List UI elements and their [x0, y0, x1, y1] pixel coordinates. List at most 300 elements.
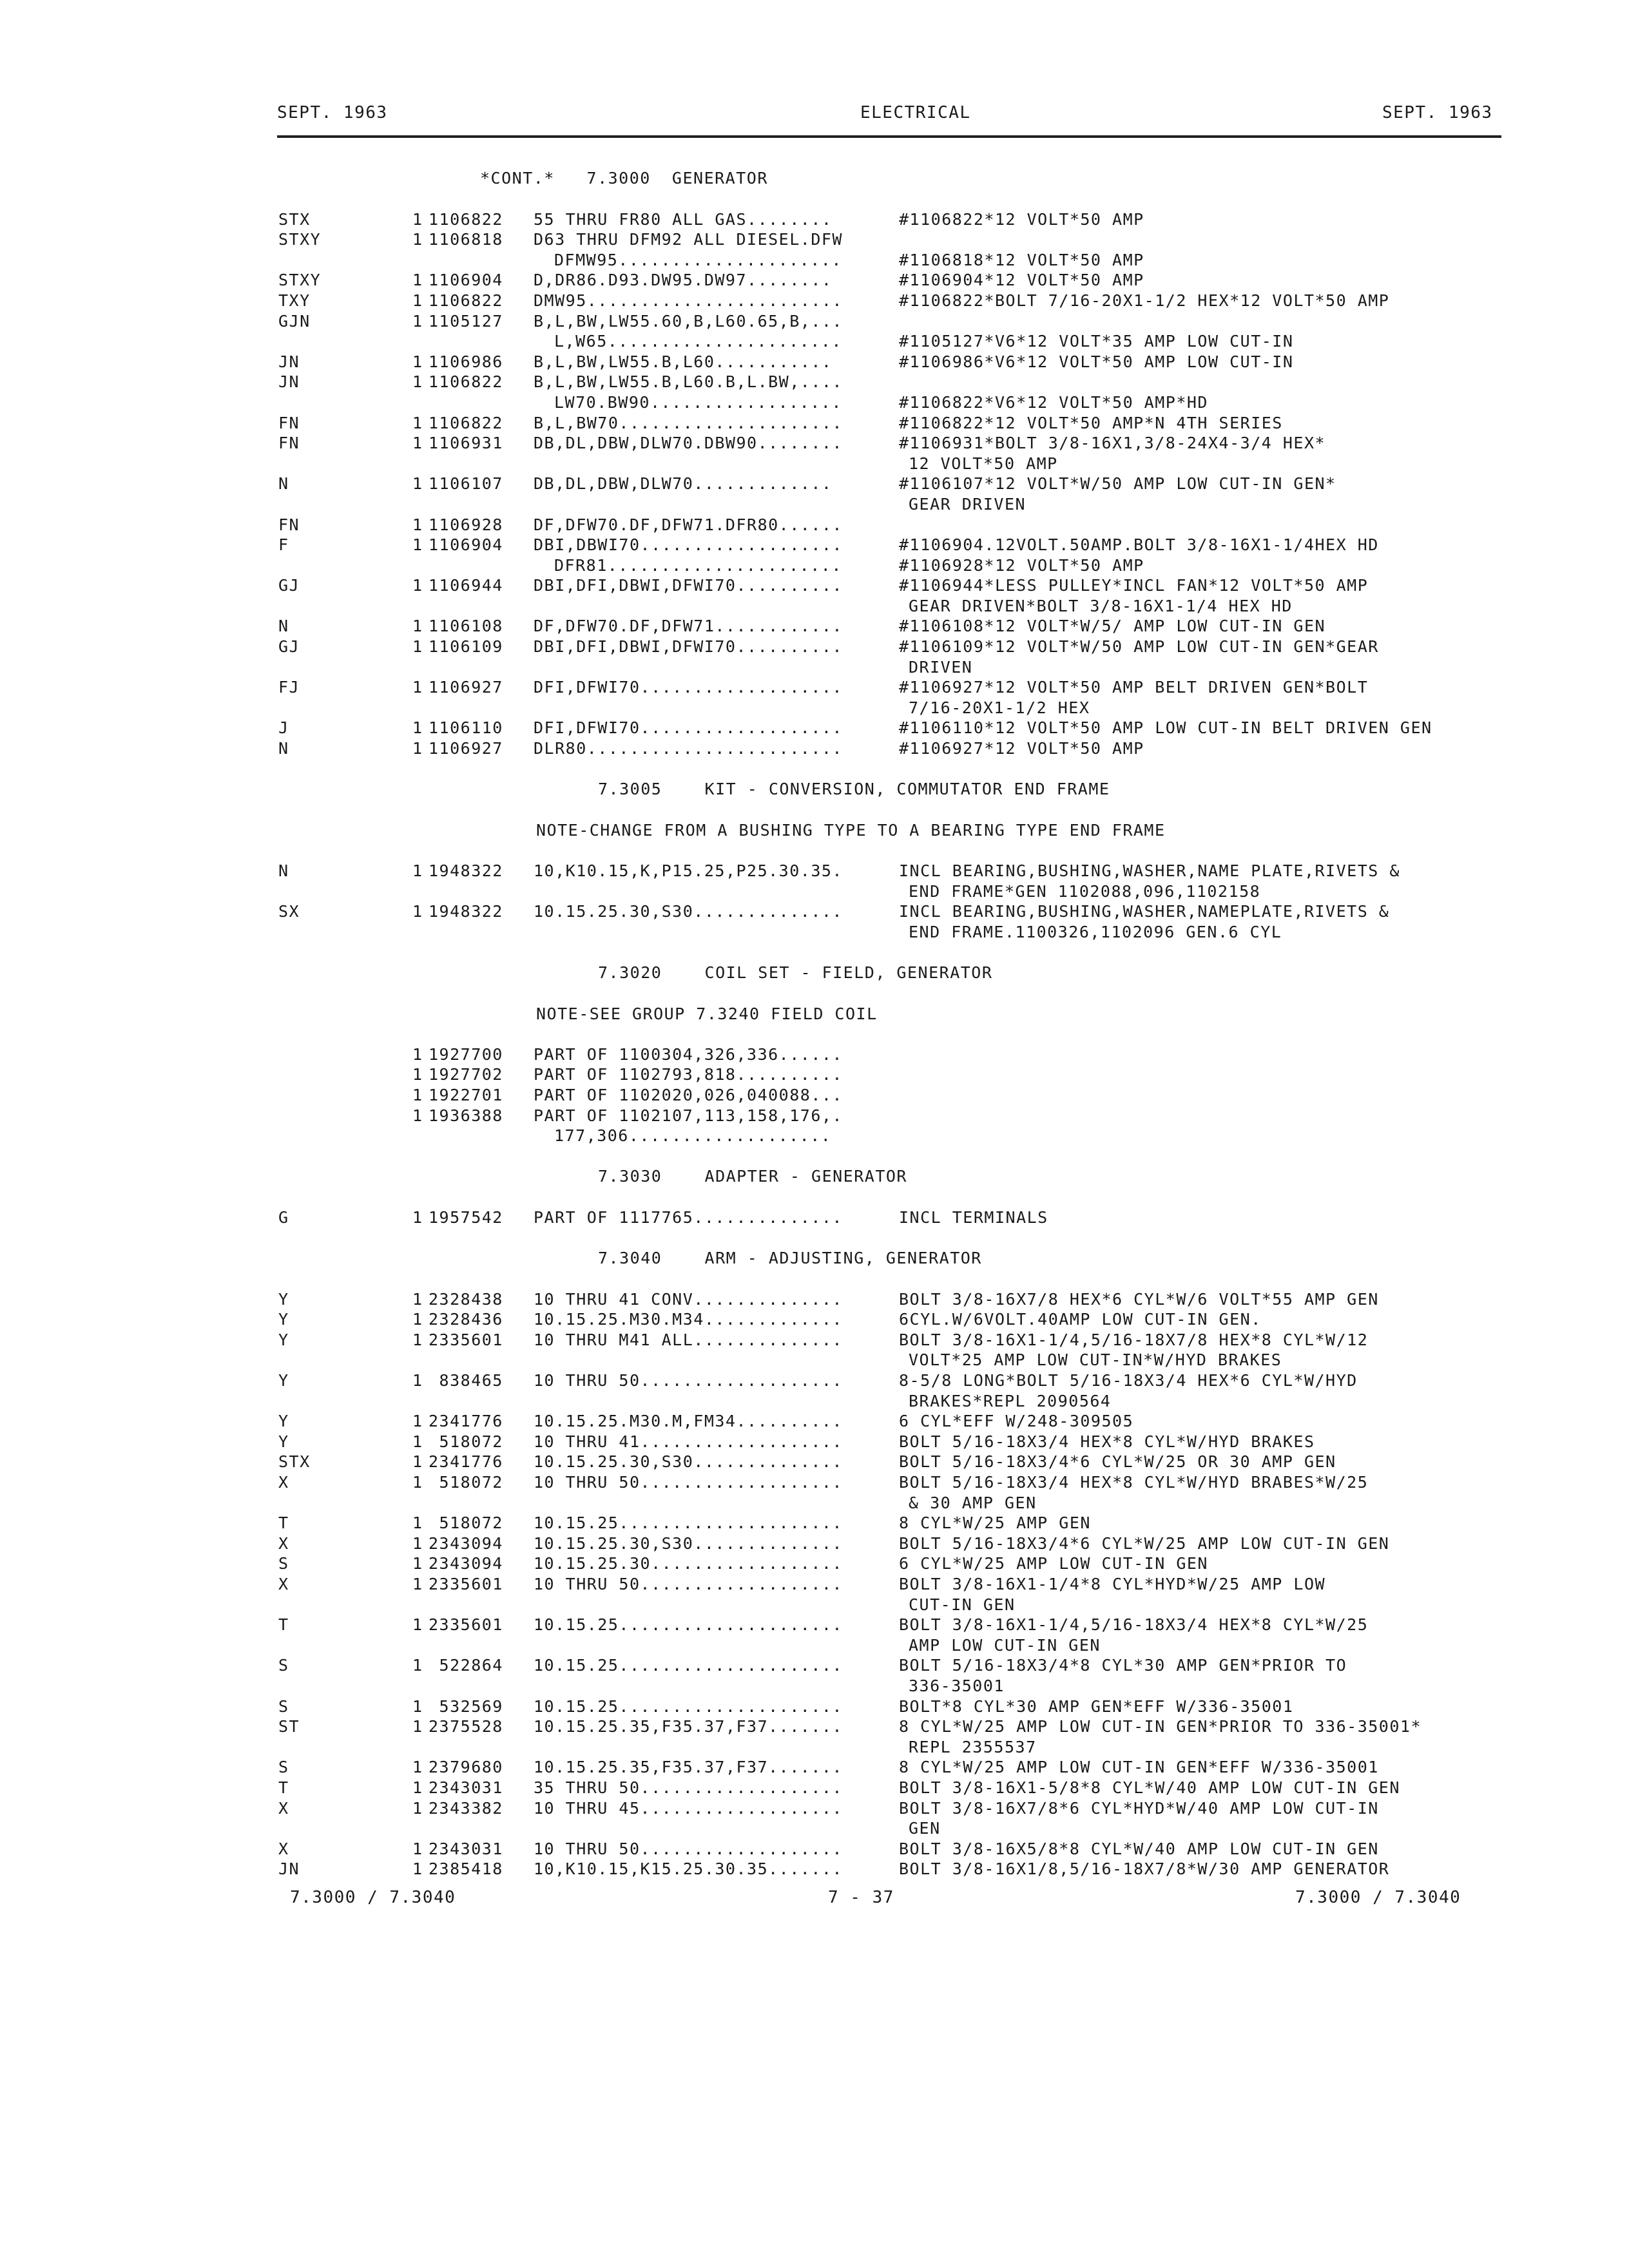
quantity: 1 [412, 576, 423, 595]
model-code: JN [278, 372, 300, 392]
model-code: N [278, 861, 289, 880]
model-code: G [278, 1207, 289, 1227]
quantity: 1 [412, 1412, 423, 1431]
continuation-row [0, 1677, 1629, 1697]
quantity: 1 [412, 739, 423, 758]
spacer [0, 760, 1629, 780]
model-applicability: 35 THRU 50................... [534, 1778, 843, 1797]
model-applicability: LW70.BW90.................. [554, 392, 842, 412]
part-row [0, 1086, 1629, 1106]
part-number: 838465 [429, 1371, 503, 1390]
part-number: 1106822 [429, 291, 503, 310]
part-row [0, 312, 1629, 332]
quantity: 1 [412, 1473, 423, 1492]
model-applicability: DFI,DFWI70................... [534, 718, 843, 738]
model-code: N [278, 739, 289, 758]
part-number: 522864 [429, 1656, 503, 1675]
description: #1105127*V6*12 VOLT*35 AMP LOW CUT-IN [899, 332, 1294, 351]
description: INCL BEARING,BUSHING,WASHER,NAMEPLATE,RIVETS & [899, 902, 1390, 921]
part-number: 2343382 [429, 1798, 503, 1818]
model-code: Y [278, 1289, 289, 1309]
quantity: 1 [412, 1758, 423, 1777]
model-applicability: DF,DFW70.DF,DFW71............ [534, 617, 843, 636]
continuation-row [0, 1595, 1629, 1616]
model-code: FN [278, 515, 300, 534]
quantity: 1 [412, 434, 423, 453]
model-code: X [278, 1473, 289, 1492]
quantity: 1 [412, 372, 423, 392]
part-row [0, 1331, 1629, 1351]
model-code: S [278, 1758, 289, 1777]
part-row [0, 515, 1629, 536]
part-number: 2328436 [429, 1310, 503, 1329]
description: BOLT*8 CYL*30 AMP GEN*EFF W/336-35001 [899, 1696, 1294, 1716]
model-code: STX [278, 1452, 311, 1472]
part-row [0, 1534, 1629, 1555]
part-row [0, 637, 1629, 658]
part-row [0, 271, 1629, 291]
quantity: 1 [412, 1798, 423, 1818]
description: 7/16-20X1-1/2 HEX [909, 698, 1090, 717]
part-row [0, 1432, 1629, 1453]
model-code: TXY [278, 291, 311, 310]
model-applicability: 10 THRU 50................... [534, 1575, 843, 1593]
description: VOLT*25 AMP LOW CUT-IN*W/HYD BRAKES [909, 1350, 1282, 1370]
quantity: 1 [412, 1371, 423, 1390]
part-number: 1106107 [429, 474, 503, 494]
description: #1106818*12 VOLT*50 AMP [899, 250, 1144, 269]
quantity: 1 [412, 861, 423, 880]
continuation-row [0, 1494, 1629, 1514]
model-applicability: DF,DFW70.DF,DFW71.DFR80...... [534, 515, 843, 534]
part-number: 1106822 [429, 209, 503, 229]
quantity: 1 [412, 1330, 423, 1349]
description: #1106822*12 VOLT*50 AMP [899, 209, 1144, 229]
part-row [0, 291, 1629, 312]
model-applicability: PART OF 1117765.............. [534, 1207, 843, 1227]
part-number: 1957542 [429, 1207, 503, 1227]
model-applicability: 10.15.25.M30.M34............. [534, 1310, 843, 1329]
part-number: 2341776 [429, 1412, 503, 1431]
quantity: 1 [412, 1860, 423, 1879]
part-number: 1106928 [429, 515, 503, 534]
description: DRIVEN [909, 657, 973, 677]
part-number: 1106108 [429, 617, 503, 636]
model-code: X [278, 1839, 289, 1858]
model-code: S [278, 1656, 289, 1675]
quantity: 1 [412, 718, 423, 738]
continuation-row [0, 658, 1629, 678]
description: #1106822*V6*12 VOLT*50 AMP*HD [899, 392, 1208, 412]
continuation-row [0, 1819, 1629, 1840]
description: BRAKES*REPL 2090564 [909, 1391, 1112, 1410]
model-applicability: PART OF 1102107,113,158,176,. [534, 1106, 843, 1125]
quantity: 1 [412, 1656, 423, 1675]
spacer [0, 1024, 1629, 1045]
description: #1106986*V6*12 VOLT*50 AMP LOW CUT-IN [899, 352, 1294, 371]
quantity: 1 [412, 271, 423, 290]
section-heading-line [0, 1249, 1629, 1269]
description: 6CYL.W/6VOLT.40AMP LOW CUT-IN GEN. [899, 1310, 1262, 1329]
part-row [0, 1758, 1629, 1778]
part-row [0, 1106, 1629, 1127]
part-row [0, 372, 1629, 393]
part-number: 1106109 [429, 637, 503, 657]
part-number: 518072 [429, 1473, 503, 1492]
model-code: N [278, 474, 289, 494]
model-applicability: 10.15.25..................... [534, 1615, 843, 1635]
model-code: FN [278, 413, 300, 432]
section-heading: 7.3020 COIL SET - FIELD, GENERATOR [598, 963, 993, 982]
model-code: GJN [278, 311, 311, 331]
part-number: 2379680 [429, 1758, 503, 1777]
part-row [0, 1615, 1629, 1636]
description: BOLT 5/16-18X3/4 HEX*8 CYL*W/HYD BRAKES [899, 1432, 1315, 1451]
part-number: 2335601 [429, 1575, 503, 1593]
part-row [0, 739, 1629, 760]
footer-range-left: 7.3000 / 7.3040 [290, 1888, 456, 1907]
model-code: T [278, 1514, 289, 1533]
model-applicability: 55 THRU FR80 ALL GAS........ [534, 209, 833, 229]
part-number: 1105127 [429, 311, 503, 331]
section-heading-line [0, 780, 1629, 800]
model-code: STXY [278, 230, 322, 249]
quantity: 1 [412, 1452, 423, 1472]
quantity: 1 [412, 311, 423, 331]
continuation-row [0, 1392, 1629, 1412]
parts-list [0, 169, 1629, 1901]
part-row [0, 1452, 1629, 1473]
part-row [0, 902, 1629, 923]
model-applicability: 10 THRU 50................... [534, 1371, 843, 1390]
part-number: 1106904 [429, 271, 503, 290]
part-row [0, 434, 1629, 454]
quantity: 1 [412, 209, 423, 229]
model-applicability: 177,306................... [554, 1126, 832, 1146]
section-heading: *CONT.* 7.3000 GENERATOR [480, 169, 768, 187]
description: BOLT 3/8-16X1-5/8*8 CYL*W/40 AMP LOW CUT-IN GEN [899, 1778, 1400, 1797]
continuation-row [0, 332, 1629, 352]
part-row [0, 718, 1629, 739]
model-code: S [278, 1554, 289, 1573]
part-number: 1948322 [429, 861, 503, 880]
part-row [0, 861, 1629, 882]
part-number: 1948322 [429, 902, 503, 921]
part-row [0, 230, 1629, 251]
part-row [0, 1065, 1629, 1086]
model-code: X [278, 1798, 289, 1818]
quantity: 1 [412, 1778, 423, 1797]
model-code: X [278, 1575, 289, 1593]
description: #1106928*12 VOLT*50 AMP [899, 555, 1144, 575]
model-applicability: DBI,DBWI70................... [534, 535, 843, 555]
description: 6 CYL*EFF W/248-309505 [899, 1412, 1134, 1431]
section-note-line [0, 1004, 1629, 1025]
description: 6 CYL*W/25 AMP LOW CUT-IN GEN [899, 1554, 1208, 1573]
part-row [0, 1717, 1629, 1738]
spacer [0, 984, 1629, 1004]
model-code: F [278, 535, 289, 555]
part-number: 1106818 [429, 230, 503, 249]
model-applicability: DBI,DFI,DBWI,DFWI70.......... [534, 576, 843, 595]
spacer [0, 1147, 1629, 1168]
model-applicability: DFMW95..................... [554, 250, 842, 269]
quantity: 1 [412, 902, 423, 921]
model-code: Y [278, 1371, 289, 1390]
model-applicability: B,L,BW,LW55.B,L60........... [534, 352, 833, 371]
description: END FRAME*GEN 1102088,096,1102158 [909, 881, 1261, 901]
part-number: 1106904 [429, 535, 503, 555]
continuation-row [0, 251, 1629, 271]
header-date-right: SEPT. 1963 [1382, 103, 1493, 122]
continuation-row [0, 1350, 1629, 1371]
quantity: 1 [412, 291, 423, 310]
model-applicability: 10 THRU 41 CONV.............. [534, 1289, 843, 1309]
part-number: 1106822 [429, 372, 503, 392]
description: #1106944*LESS PULLEY*INCL FAN*12 VOLT*50 AMP [899, 576, 1369, 595]
part-number: 1936388 [429, 1106, 503, 1125]
section-note: NOTE-SEE GROUP 7.3240 FIELD COIL [536, 1004, 878, 1023]
model-code: FJ [278, 678, 300, 697]
part-row [0, 678, 1629, 698]
part-row [0, 1473, 1629, 1494]
description: BOLT 3/8-16X5/8*8 CYL*W/40 AMP LOW CUT-IN GEN [899, 1839, 1379, 1858]
description: BOLT 3/8-16X7/8 HEX*6 CYL*W/6 VOLT*55 AMP GEN [899, 1289, 1379, 1309]
footer-range-right: 7.3000 / 7.3040 [1295, 1888, 1461, 1907]
section-heading: 7.3040 ARM - ADJUSTING, GENERATOR [598, 1249, 982, 1268]
part-number: 1106822 [429, 413, 503, 432]
description: BOLT 3/8-16X1-1/4*8 CYL*HYD*W/25 AMP LOW [899, 1575, 1326, 1593]
model-applicability: DLR80........................ [534, 739, 843, 758]
model-code: SX [278, 902, 300, 921]
model-code: JN [278, 352, 300, 371]
part-row [0, 1799, 1629, 1820]
part-number: 1106944 [429, 576, 503, 595]
quantity: 1 [412, 1310, 423, 1329]
description: BOLT 3/8-16X1-1/4,5/16-18X7/8 HEX*8 CYL*W/12 [899, 1330, 1369, 1349]
section-heading-line [0, 1167, 1629, 1187]
model-code: GJ [278, 576, 300, 595]
model-applicability: DFI,DFWI70................... [534, 678, 843, 697]
continuation-row [0, 454, 1629, 475]
model-code: Y [278, 1330, 289, 1349]
model-applicability: L,W65...................... [554, 332, 842, 351]
model-applicability: B,L,BW70..................... [534, 413, 843, 432]
model-applicability: 10 THRU M41 ALL.............. [534, 1330, 843, 1349]
header-title: ELECTRICAL [860, 103, 971, 122]
quantity: 1 [412, 515, 423, 534]
model-code: STX [278, 209, 311, 229]
model-applicability: 10.15.25..................... [534, 1696, 843, 1716]
continuation-row [0, 495, 1629, 515]
continuation-row [0, 597, 1629, 617]
quantity: 1 [412, 1085, 423, 1104]
model-code: ST [278, 1717, 300, 1736]
quantity: 1 [412, 1514, 423, 1533]
description: 8 CYL*W/25 AMP LOW CUT-IN GEN*EFF W/336-35001 [899, 1758, 1379, 1777]
description: AMP LOW CUT-IN GEN [909, 1635, 1101, 1655]
description: #1106822*12 VOLT*50 AMP*N 4TH SERIES [899, 413, 1283, 432]
section-heading-line [0, 963, 1629, 984]
quantity: 1 [412, 1533, 423, 1553]
part-number: 1106931 [429, 434, 503, 453]
part-number: 1922701 [429, 1085, 503, 1104]
description: 8-5/8 LONG*BOLT 5/16-18X3/4 HEX*6 CYL*W/HYD [899, 1371, 1358, 1390]
description: #1106927*12 VOLT*50 AMP BELT DRIVEN GEN*BOLT [899, 678, 1369, 697]
part-row [0, 576, 1629, 597]
part-row [0, 1514, 1629, 1534]
part-number: 2343094 [429, 1554, 503, 1573]
part-row [0, 1412, 1629, 1432]
model-code: Y [278, 1412, 289, 1431]
model-applicability: 10.15.25..................... [534, 1514, 843, 1533]
description: BOLT 5/16-18X3/4 HEX*8 CYL*W/HYD BRABES*W/25 [899, 1473, 1369, 1492]
description: #1106822*BOLT 7/16-20X1-1/2 HEX*12 VOLT*50 AMP [899, 291, 1390, 310]
quantity: 1 [412, 1207, 423, 1227]
spacer [0, 800, 1629, 821]
model-applicability: 10.15.25.30.................. [534, 1554, 843, 1573]
part-number: 2385418 [429, 1860, 503, 1879]
section-heading: 7.3005 KIT - CONVERSION, COMMUTATOR END FRAME [598, 780, 1110, 799]
quantity: 1 [412, 1044, 423, 1064]
description: 8 CYL*W/25 AMP LOW CUT-IN GEN*PRIOR TO 336-35001* [899, 1717, 1422, 1736]
description: #1106108*12 VOLT*W/5/ AMP LOW CUT-IN GEN [899, 617, 1326, 636]
spacer [0, 1187, 1629, 1208]
model-applicability: 10.15.25..................... [534, 1656, 843, 1675]
quantity: 1 [412, 474, 423, 494]
quantity: 1 [412, 1289, 423, 1309]
model-applicability: PART OF 1102793,818.......... [534, 1065, 843, 1084]
description: REPL 2355537 [909, 1737, 1037, 1756]
description: #1106107*12 VOLT*W/50 AMP LOW CUT-IN GEN* [899, 474, 1336, 494]
part-row [0, 1860, 1629, 1880]
model-applicability: D,DR86.D93.DW95.DW97........ [534, 271, 833, 290]
spacer [0, 841, 1629, 861]
model-applicability: 10 THRU 50................... [534, 1473, 843, 1492]
quantity: 1 [412, 1065, 423, 1084]
continuation-row [0, 698, 1629, 719]
description: #1106927*12 VOLT*50 AMP [899, 739, 1144, 758]
section-heading: 7.3030 ADAPTER - GENERATOR [598, 1167, 907, 1186]
spacer [0, 1269, 1629, 1290]
part-number: 2341776 [429, 1452, 503, 1472]
description: #1106904*12 VOLT*50 AMP [899, 271, 1144, 290]
quantity: 1 [412, 1554, 423, 1573]
part-number: 2335601 [429, 1615, 503, 1635]
quantity: 1 [412, 617, 423, 636]
part-number: 532569 [429, 1696, 503, 1716]
continuation-row [0, 556, 1629, 577]
model-applicability: 10.15.25.30,S30.............. [534, 1533, 843, 1553]
continuation-row [0, 1126, 1629, 1147]
continuation-row [0, 393, 1629, 414]
part-number: 518072 [429, 1514, 503, 1533]
model-code: S [278, 1696, 289, 1716]
description: GEAR DRIVEN*BOLT 3/8-16X1-1/4 HEX HD [909, 596, 1293, 615]
description: BOLT 3/8-16X7/8*6 CYL*HYD*W/40 AMP LOW CUT-IN [899, 1798, 1379, 1818]
quantity: 1 [412, 678, 423, 697]
model-code: X [278, 1533, 289, 1553]
model-code: STXY [278, 271, 322, 290]
part-number: 1106927 [429, 739, 503, 758]
quantity: 1 [412, 1839, 423, 1858]
part-row [0, 210, 1629, 231]
description: 336-35001 [909, 1676, 1005, 1695]
model-applicability: 10,K10.15,K,P15.25,P25.30.35. [534, 861, 843, 880]
page-number: 7 - 37 [828, 1888, 894, 1907]
model-applicability: 10.15.25.M30.M,FM34.......... [534, 1412, 843, 1431]
quantity: 1 [412, 1575, 423, 1593]
description: 8 CYL*W/25 AMP GEN [899, 1514, 1091, 1533]
model-code: JN [278, 1860, 300, 1879]
quantity: 1 [412, 535, 423, 555]
model-applicability: 10.15.25.35,F35.37,F37....... [534, 1717, 843, 1736]
description: BOLT 5/16-18X3/4*6 CYL*W/25 OR 30 AMP GEN [899, 1452, 1336, 1472]
description: #1106931*BOLT 3/8-16X1,3/8-24X4-3/4 HEX* [899, 434, 1326, 453]
model-applicability: B,L,BW,LW55.60,B,L60.65,B,... [534, 311, 843, 331]
description: 12 VOLT*50 AMP [909, 454, 1058, 473]
description: BOLT 5/16-18X3/4*8 CYL*30 AMP GEN*PRIOR TO [899, 1656, 1347, 1675]
model-code: T [278, 1615, 289, 1635]
model-code: Y [278, 1310, 289, 1329]
part-number: 1106986 [429, 352, 503, 371]
part-row [0, 414, 1629, 434]
model-code: FN [278, 434, 300, 453]
model-applicability: D63 THRU DFM92 ALL DIESEL.DFW [534, 230, 843, 249]
quantity: 1 [412, 1615, 423, 1635]
description: & 30 AMP GEN [909, 1493, 1037, 1512]
description: BOLT 5/16-18X3/4*6 CYL*W/25 AMP LOW CUT-IN GEN [899, 1533, 1390, 1553]
model-applicability: DBI,DFI,DBWI,DFWI70.......... [534, 637, 843, 657]
continuation-row [0, 923, 1629, 943]
part-number: 2335601 [429, 1330, 503, 1349]
part-row [0, 1575, 1629, 1595]
quantity: 1 [412, 413, 423, 432]
part-number: 2375528 [429, 1717, 503, 1736]
model-applicability: DFR81...................... [554, 555, 842, 575]
quantity: 1 [412, 1696, 423, 1716]
part-row [0, 352, 1629, 373]
quantity: 1 [412, 637, 423, 657]
model-applicability: PART OF 1102020,026,040088... [534, 1085, 843, 1104]
spacer [0, 943, 1629, 963]
section-note-line [0, 821, 1629, 841]
quantity: 1 [412, 1106, 423, 1125]
part-row [0, 1290, 1629, 1311]
model-applicability: DMW95........................ [534, 291, 843, 310]
model-applicability: B,L,BW,LW55.B,L60.B,L.BW,.... [534, 372, 843, 392]
part-row [0, 1840, 1629, 1860]
model-code: N [278, 617, 289, 636]
header-date-left: SEPT. 1963 [277, 103, 388, 122]
quantity: 1 [412, 352, 423, 371]
part-number: 1106927 [429, 678, 503, 697]
part-number: 2343094 [429, 1533, 503, 1553]
quantity: 1 [412, 1717, 423, 1736]
section-note: NOTE-CHANGE FROM A BUSHING TYPE TO A BEARING TYPE END FRAME [536, 820, 1166, 840]
model-applicability: 10.15.25.35,F35.37,F37....... [534, 1758, 843, 1777]
part-number: 518072 [429, 1432, 503, 1451]
part-row [0, 535, 1629, 556]
part-number: 1106110 [429, 718, 503, 738]
model-code: Y [278, 1432, 289, 1451]
quantity: 1 [412, 230, 423, 249]
description: CUT-IN GEN [909, 1595, 1016, 1614]
description: BOLT 3/8-16X1-1/4,5/16-18X3/4 HEX*8 CYL*W/25 [899, 1615, 1369, 1635]
part-row [0, 1208, 1629, 1229]
quantity: 1 [412, 1432, 423, 1451]
description: END FRAME.1100326,1102096 GEN.6 CYL [909, 922, 1282, 941]
